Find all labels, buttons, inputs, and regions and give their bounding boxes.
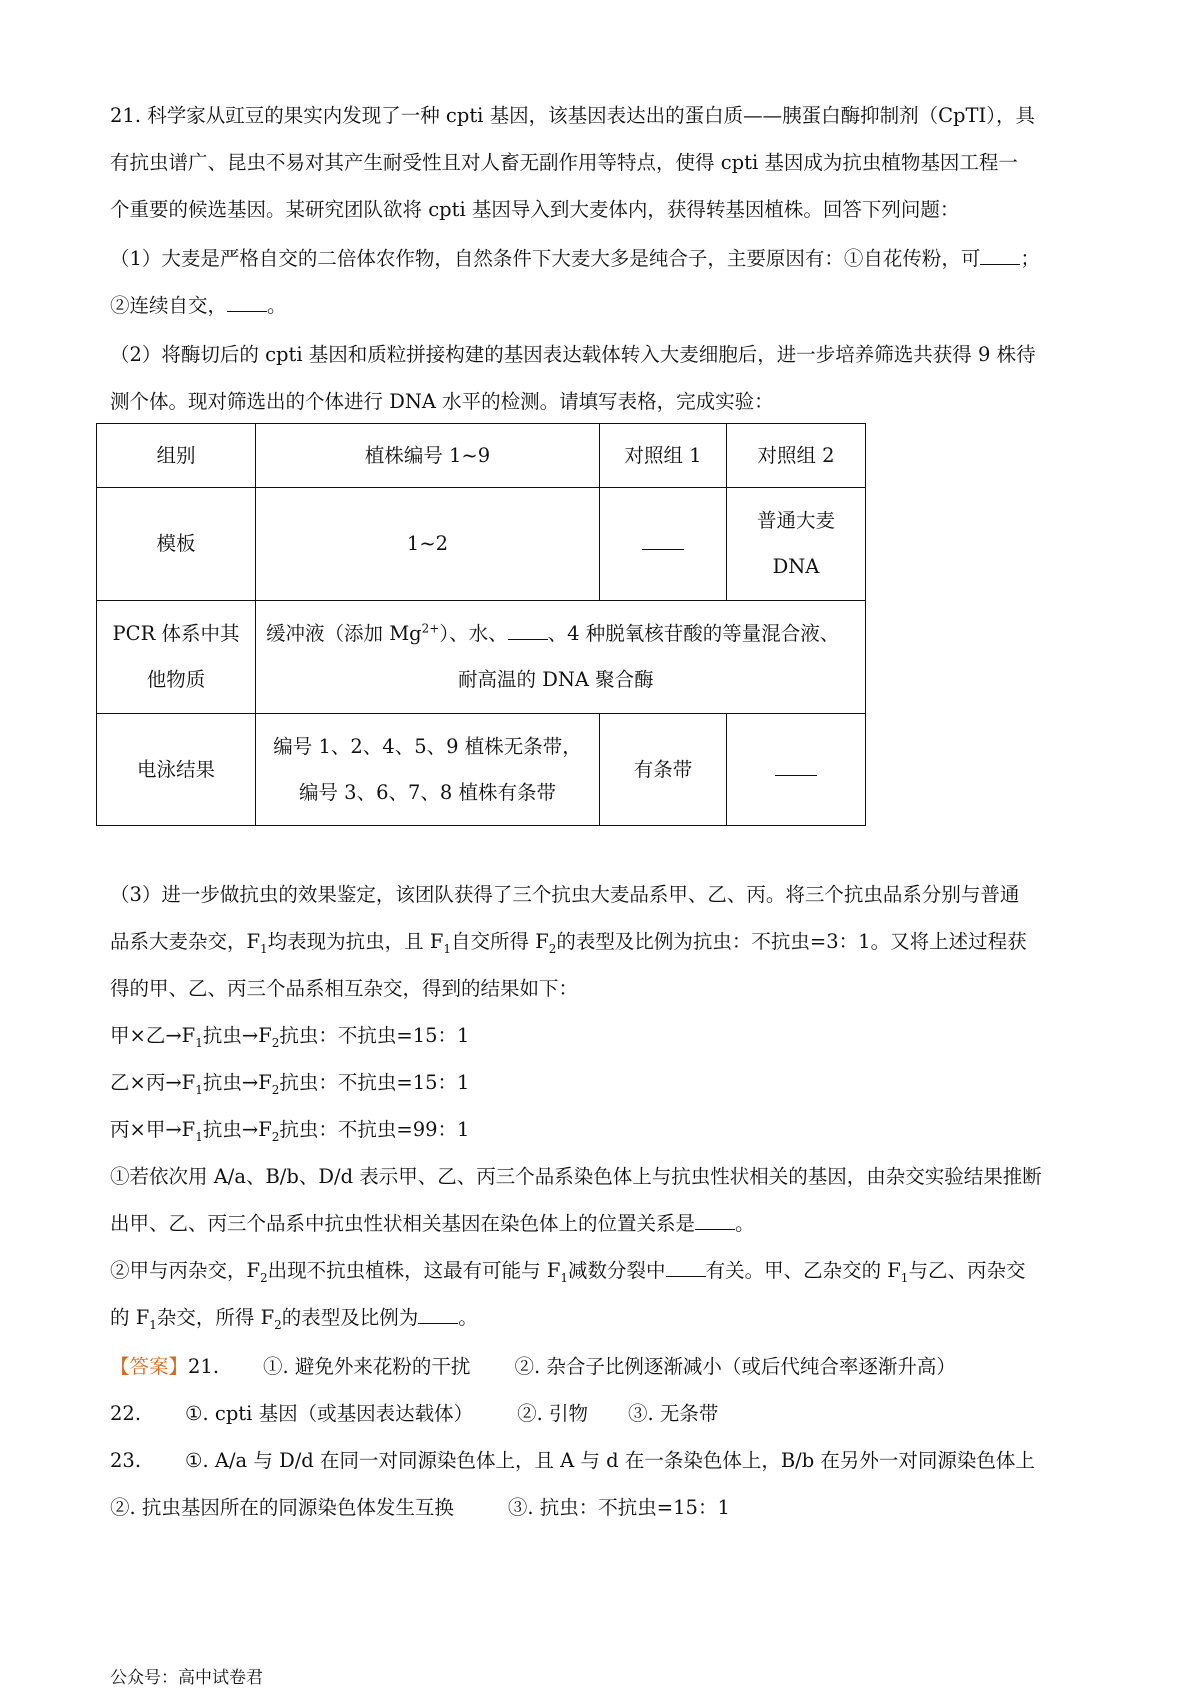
footer-text: 公众号：高中试卷君	[110, 1668, 263, 1688]
table-cell-blank	[727, 714, 866, 826]
part3-line-1: （3）进一步做抗虫的效果鉴定，该团队获得了三个抗虫大麦品系甲、乙、丙。将三个抗虫品系分别与普通	[110, 883, 1020, 906]
table-header-cell: 组别	[97, 424, 256, 488]
table-cell: 缓冲液（添加 $Mg^{2+}$）、水、 、4 种脱氧核苷酸的等量混合液、 耐高温的 DNA 聚合酶	[256, 601, 866, 714]
answer-label: 【答案】	[110, 1355, 189, 1378]
answer-blank[interactable]	[508, 621, 548, 640]
subq3-1-line-1: ①若依次用 A/a、B/b、D/d 表示甲、乙、丙三个品系染色体上与抗虫性状相关的基因，由杂交实验结果推断	[110, 1165, 1042, 1188]
subq3-1-line-2: 出甲、乙、丙三个品系中抗虫性状相关基因在染色体上的位置关系是 。	[110, 1212, 755, 1235]
answer-blank[interactable]	[775, 757, 817, 776]
table-row	[97, 601, 866, 714]
question-intro-line-1: 21. 科学家从豇豆的果实内发现了一种 cpti 基因，该基因表达出的蛋白质——胰蛋白酶抑制剂（CpTI），具	[110, 104, 1035, 127]
answer-line-23b: ②. 抗虫基因所在的同源染色体发生互换 ③. 抗虫：不抗虫=15：1	[110, 1496, 730, 1519]
table-cell: PCR 体系中其 他物质	[97, 601, 256, 714]
cross-result-3: 丙×甲$\to F_1$抗虫$\to F_2$抗虫：不抗虫=99：1	[110, 1118, 470, 1144]
table-row	[97, 424, 866, 488]
table-row	[97, 488, 866, 601]
table-cell: 模板	[97, 488, 256, 601]
cross-result-1: 甲×乙$\to F_1$抗虫$\to F_2$抗虫：不抗虫=15：1	[110, 1024, 470, 1050]
answer-blank[interactable]	[418, 1305, 458, 1324]
table-header-cell: 对照组 1	[600, 424, 727, 488]
part2-line-2: 测个体。现对筛选出的个体进行 DNA 水平的检测。请填写表格，完成实验：	[110, 390, 774, 413]
table-cell: 电泳结果	[97, 714, 256, 826]
part3-line-3: 得的甲、乙、丙三个品系相互杂交，得到的结果如下：	[110, 977, 579, 1000]
cross-result-2: 乙×丙$\to F_1$抗虫$\to F_2$抗虫：不抗虫=15：1	[110, 1071, 470, 1097]
table-cell: 1~2	[256, 488, 600, 601]
answer-line-23: 23. ①. A/a 与 D/d 在同一对同源染色体上，且 A 与 d 在一条染色体上，B/b 在另外一对同源染色体上	[110, 1449, 1035, 1472]
subq3-2-line-2: 的 $F_1$杂交，所得 $F_2$的表型及比例为 。	[110, 1306, 478, 1332]
subq3-2-line-1: ②甲与丙杂交，$F_2$出现不抗虫植株，这最有可能与 $F_1$减数分裂中 有关。甲、乙杂交的 $F_1$与乙、丙杂交	[110, 1259, 1026, 1285]
table-cell: 有条带	[600, 714, 727, 826]
table-cell-blank	[600, 488, 727, 601]
answer-blank[interactable]	[666, 1258, 706, 1277]
part2-line-1: （2）将酶切后的 cpti 基因和质粒拼接构建的基因表达载体转入大麦细胞后，进一步培养筛选共获得 9 株待	[110, 343, 1036, 366]
table-row	[97, 714, 866, 826]
answer-blank[interactable]	[227, 293, 267, 312]
part1-line-2: ②连续自交， 。	[110, 294, 287, 317]
table-cell: 普通大麦 DNA	[727, 488, 866, 601]
question-intro-line-2: 有抗虫谱广、昆虫不易对其产生耐受性且对人畜无副作用等特点，使得 cpti 基因成为抗虫植物基因工程一	[110, 151, 1018, 174]
table-header-cell: 植株编号 1~9	[256, 424, 600, 488]
answer-blank[interactable]	[695, 1211, 735, 1230]
answer-blank[interactable]	[642, 531, 684, 550]
answer-line-22: 22. ①. cpti 基因（或基因表达载体） ②. 引物 ③. 无条带	[110, 1402, 719, 1425]
part1-line-1: （1）大麦是严格自交的二倍体农作物，自然条件下大麦大多是纯合子，主要原因有：①自花传粉，可 ；	[110, 247, 1040, 270]
experiment-table	[96, 423, 866, 826]
question-intro-line-3: 个重要的候选基因。某研究团队欲将 cpti 基因导入到大麦体内，获得转基因植株。回答下列问题：	[110, 198, 960, 221]
part3-line-2: 品系大麦杂交，$F_1$均表现为抗虫，且 $F_1$自交所得 $F_2$的表型及比例为抗虫：不抗虫=3：1。又将上述过程获	[110, 930, 1027, 956]
answer-line-21: 【答案】21. ①. 避免外来花粉的干扰 ②. 杂合子比例逐渐减小（或后代纯合率逐渐升高）	[110, 1355, 956, 1378]
table-header-cell: 对照组 2	[727, 424, 866, 488]
table-cell: 编号 1、2、4、5、9 植株无条带， 编号 3、6、7、8 植株有条带	[256, 714, 600, 826]
answer-blank[interactable]	[980, 246, 1020, 265]
